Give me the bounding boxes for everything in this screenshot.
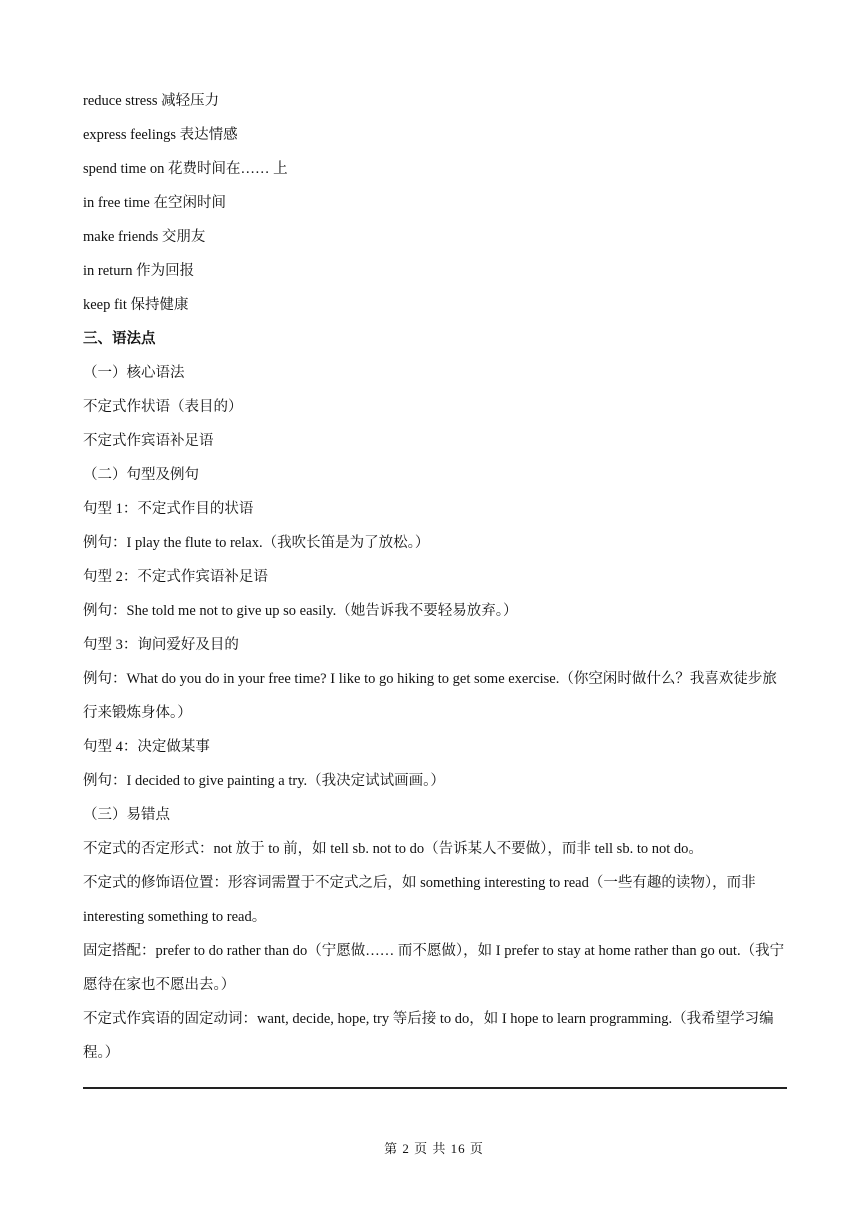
phrase-make-friends: make friends 交朋友 — [83, 229, 206, 245]
phrase-in-return: in return 作为回报 — [83, 263, 195, 279]
page-number: 第 2 页 共 16 页 — [384, 1141, 484, 1156]
pattern-2: 句型 2：不定式作宾语补足语 — [83, 569, 268, 585]
phrase-express-feelings: express feelings 表达情感 — [83, 127, 238, 143]
pattern-3: 句型 3：询问爱好及目的 — [83, 637, 239, 653]
error-point-negation: 不定式的否定形式：not 放于 to 前，如 tell sb. not to do（告诉某人不要做），而非 tell sb. to not do。 — [83, 841, 703, 857]
grammar-point-complement: 不定式作宾语补足语 — [83, 433, 214, 449]
section-heading-grammar: 三、语法点 — [83, 331, 156, 347]
pattern-4: 句型 4：决定做某事 — [83, 739, 210, 755]
subheading-core-grammar: （一）核心语法 — [83, 365, 185, 381]
phrase-spend-time-on: spend time on 花费时间在…… 上 — [83, 161, 288, 177]
document-body — [83, 84, 787, 1070]
error-point-verbs: 不定式作宾语的固定动词：want, decide, hope, try 等后接 to do，如 I hope to learn programming.（我希望学习编程。） — [83, 1011, 774, 1061]
subheading-common-errors: （三）易错点 — [83, 807, 170, 823]
error-point-modifier: 不定式的修饰语位置：形容词需置于不定式之后，如 something interesting to read（一些有趣的读物），而非 interesting something to read。 — [83, 875, 756, 925]
error-point-collocation: 固定搭配：prefer to do rather than do（宁愿做…… 而不愿做），如 I prefer to stay at home rather than go out.（我宁愿待在家也不愿出去。） — [83, 943, 785, 993]
grammar-point-adverbial: 不定式作状语（表目的） — [83, 399, 243, 415]
subheading-sentence-patterns: （二）句型及例句 — [83, 467, 199, 483]
phrase-in-free-time: in free time 在空闲时间 — [83, 195, 226, 211]
phrase-reduce-stress: reduce stress 减轻压力 — [83, 93, 220, 109]
pattern-1: 句型 1：不定式作目的状语 — [83, 501, 254, 517]
phrase-keep-fit: keep fit 保持健康 — [83, 297, 189, 313]
footer-divider — [83, 1087, 787, 1089]
example-1: 例句：I play the flute to relax.（我吹长笛是为了放松。） — [83, 535, 430, 551]
example-4: 例句：I decided to give painting a try.（我决定试试画画。） — [83, 773, 445, 789]
example-2: 例句：She told me not to give up so easily.（她告诉我不要轻易放弃。） — [83, 603, 518, 619]
example-3: 例句：What do you do in your free time? I like to go hiking to get some exercise.（你空闲时做什么？我喜欢徒步旅行来锻炼身体。） — [83, 671, 777, 721]
